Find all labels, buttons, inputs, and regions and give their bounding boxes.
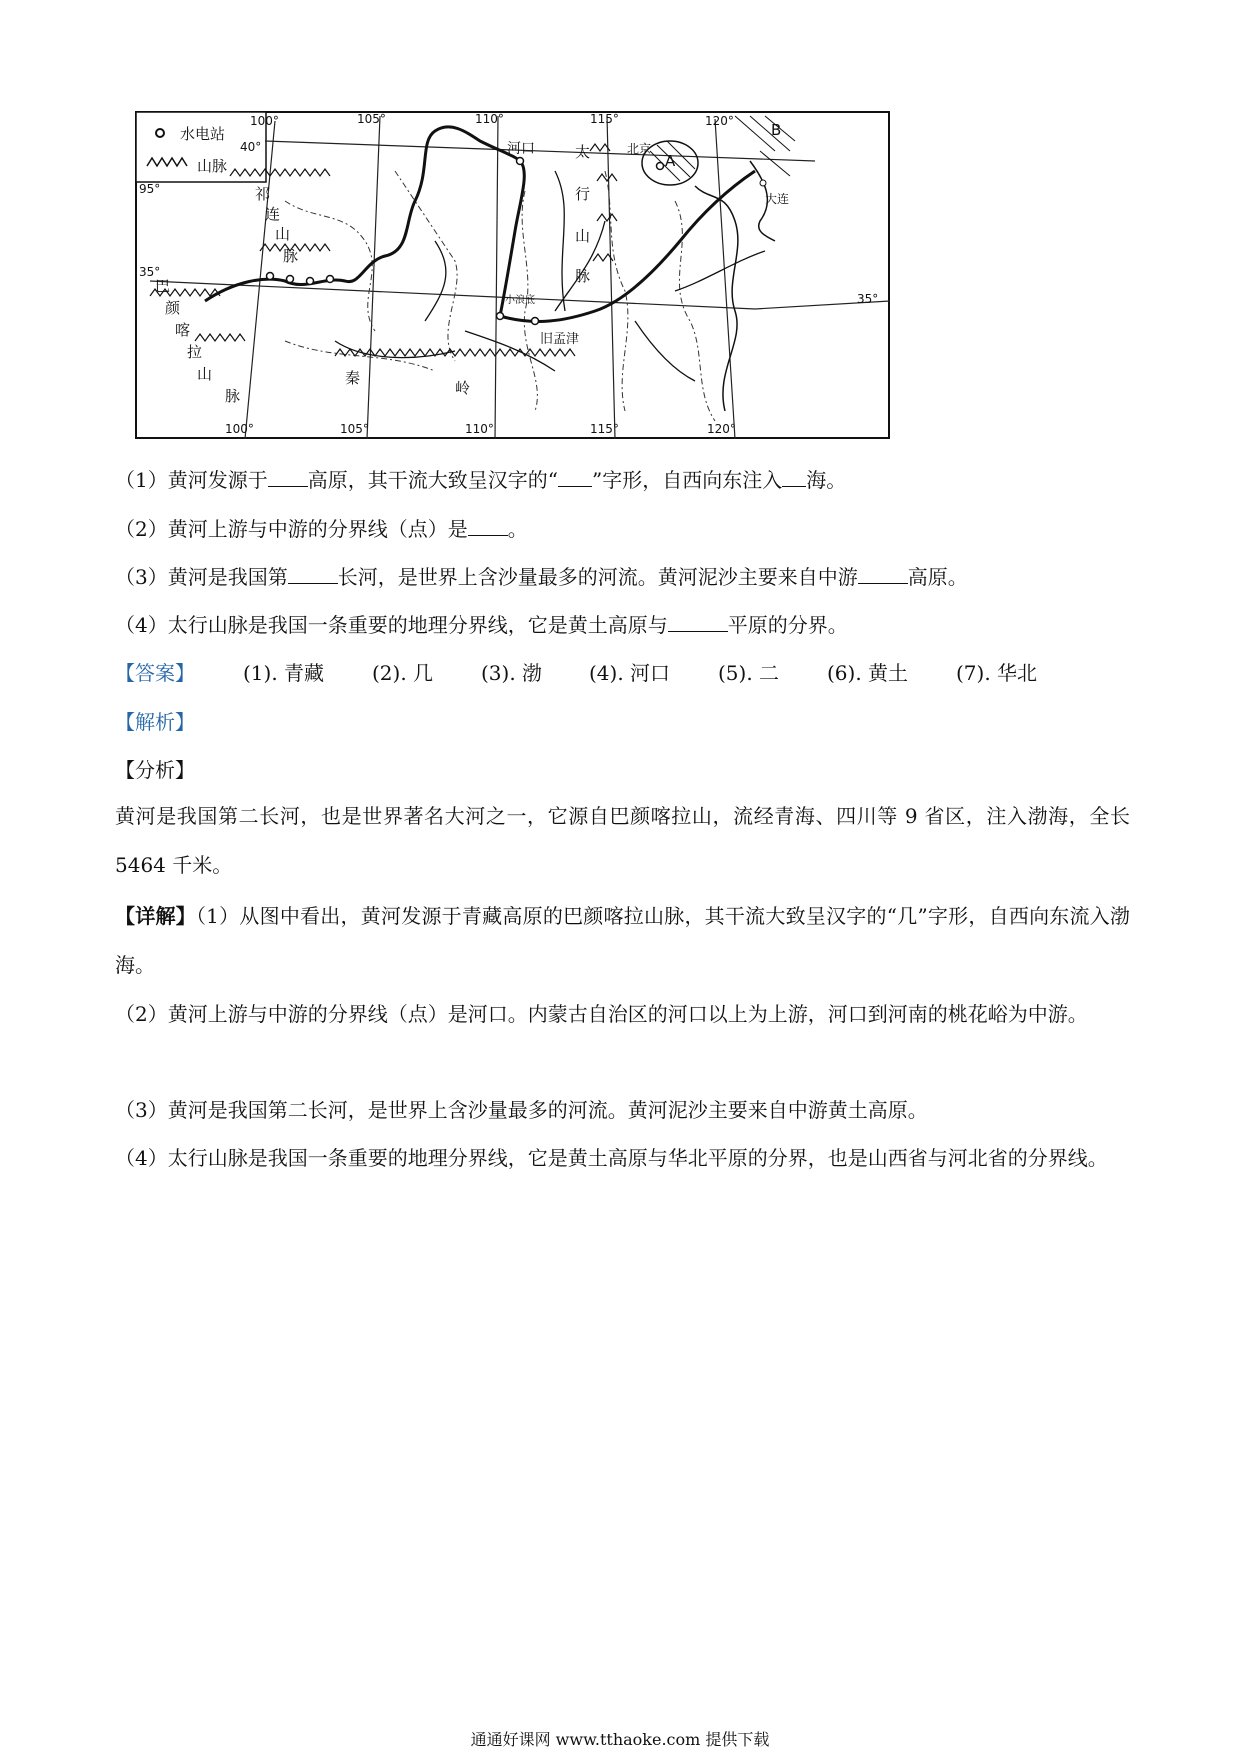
- answer-item-2: (2). 几: [372, 661, 434, 685]
- bayankala-char-5: 山: [197, 365, 213, 383]
- fenxi-paragraph: 黄河是我国第二长河，也是世界著名大河之一，它源自巴颜喀拉山，流经青海、四川等 9 省区，注入渤海，全长 5464 千米。: [115, 804, 1130, 877]
- answer-item-7: (7). 华北: [956, 661, 1038, 685]
- question-1: （1）黄河发源于 高原，其干流大致呈汉字的“ ”字形，自西向东注入 海。: [115, 468, 847, 492]
- place-xiaolangdi: 小浪底: [505, 295, 535, 306]
- bayankala-char-1: 巴: [155, 277, 171, 295]
- detail-paragraph-3: （3）黄河是我国第二长河，是世界上含沙量最多的河流。黄河泥沙主要来自中游黄土高原。: [115, 1098, 928, 1122]
- dalian-marker: [760, 180, 766, 186]
- q1-blank-1: [268, 466, 308, 487]
- answer-item-5: (5). 二: [718, 661, 780, 685]
- lat-label-95: 95°: [139, 182, 161, 196]
- qinling-char-1: 秦: [345, 369, 361, 387]
- qinling-char-2: 岭: [455, 379, 471, 397]
- place-beijing: 北京: [627, 142, 652, 156]
- bayankala-char-3: 喀: [175, 321, 191, 339]
- lon-label-105-bottom: 105°: [340, 422, 369, 436]
- yellow-river-map: [135, 111, 890, 439]
- taihang-char-2: 行: [575, 185, 591, 203]
- map-svg: [135, 111, 890, 439]
- lon-label-110-top: 110°: [475, 112, 504, 126]
- taihang-char-4: 脉: [575, 267, 591, 285]
- question-4: （4）太行山脉是我国一条重要的地理分界线，它是黄土高原与 平原的分界。: [115, 613, 848, 637]
- answer-item-3: (3). 渤: [481, 661, 543, 685]
- page-footer: 通通好课网 www.tthaoke.com 提供下载: [470, 1730, 770, 1749]
- lon-label-110-bottom: 110°: [465, 422, 494, 436]
- answer-item-6: (6). 黄土: [827, 661, 909, 685]
- answer-item-4: (4). 河口: [589, 661, 671, 685]
- analysis-label: 【解析】: [115, 710, 195, 734]
- detail-label: 【详解】: [115, 904, 196, 928]
- legend-mountain-label: 山脉: [197, 157, 228, 175]
- detail-paragraph-1: 【详解】（1）从图中看出，黄河发源于青藏高原的巴颜喀拉山脉，其干流大致呈汉字的“几”字形，自西向东流入渤海。: [115, 904, 1130, 977]
- lon-label-120-top: 120°: [705, 114, 734, 128]
- q2-blank-1: [468, 515, 508, 536]
- taihang-char-3: 山: [575, 227, 591, 245]
- question-2: （2）黄河上游与中游的分界线（点）是 。: [115, 517, 528, 541]
- q4-blank-1: [668, 611, 728, 632]
- qilian-char-3: 山: [275, 225, 291, 243]
- qilian-char-2: 连: [265, 205, 281, 223]
- area-b-label: B: [771, 121, 782, 139]
- lat-label-35-east: 35°: [857, 292, 879, 306]
- q1-blank-3: [782, 466, 806, 487]
- qilian-char-1: 祁: [255, 185, 271, 203]
- taihang-char-1: 太: [575, 143, 591, 161]
- place-hekou: 河口: [507, 141, 535, 157]
- legend-hydro-label: 水电站: [180, 125, 226, 143]
- lon-label-120-bottom: 120°: [707, 422, 736, 436]
- bayankala-char-2: 颜: [165, 299, 181, 317]
- place-jiumengjin: 旧孟津: [540, 332, 580, 347]
- q3-blank-2: [858, 563, 908, 584]
- bayankala-char-4: 拉: [187, 343, 203, 361]
- answer-label: 【答案】: [115, 661, 195, 685]
- answer-item-1: (1). 青藏: [243, 661, 325, 685]
- lon-label-115-bottom: 115°: [590, 422, 619, 436]
- q3-blank-1: [288, 563, 338, 584]
- bayankala-char-6: 脉: [225, 387, 241, 405]
- detail-paragraph-4: （4）太行山脉是我国一条重要的地理分界线，它是黄土高原与华北平原的分界，也是山西省与河北省的分界线。: [115, 1146, 1108, 1170]
- lon-label-100-bottom: 100°: [225, 422, 254, 436]
- lon-label-105-top: 105°: [357, 112, 386, 126]
- fenxi-label: 【分析】: [115, 758, 195, 782]
- lon-label-100-top: 100°: [250, 114, 279, 128]
- lon-label-115-top: 115°: [590, 112, 619, 126]
- question-3: （3）黄河是我国第 长河，是世界上含沙量最多的河流。黄河泥沙主要来自中游 高原。: [115, 565, 968, 589]
- area-a-label: A: [665, 152, 676, 170]
- lat-label-35-west: 35°: [139, 265, 161, 279]
- lat-label-40: 40°: [240, 140, 262, 154]
- place-dalian: 大连: [765, 192, 790, 206]
- q1-blank-2: [558, 466, 592, 487]
- qilian-char-4: 脉: [283, 247, 299, 265]
- detail-paragraph-2: （2）黄河上游与中游的分界线（点）是河口。内蒙古自治区的河口以上为上游，河口到河南的桃花峪为中游。: [115, 1002, 1088, 1026]
